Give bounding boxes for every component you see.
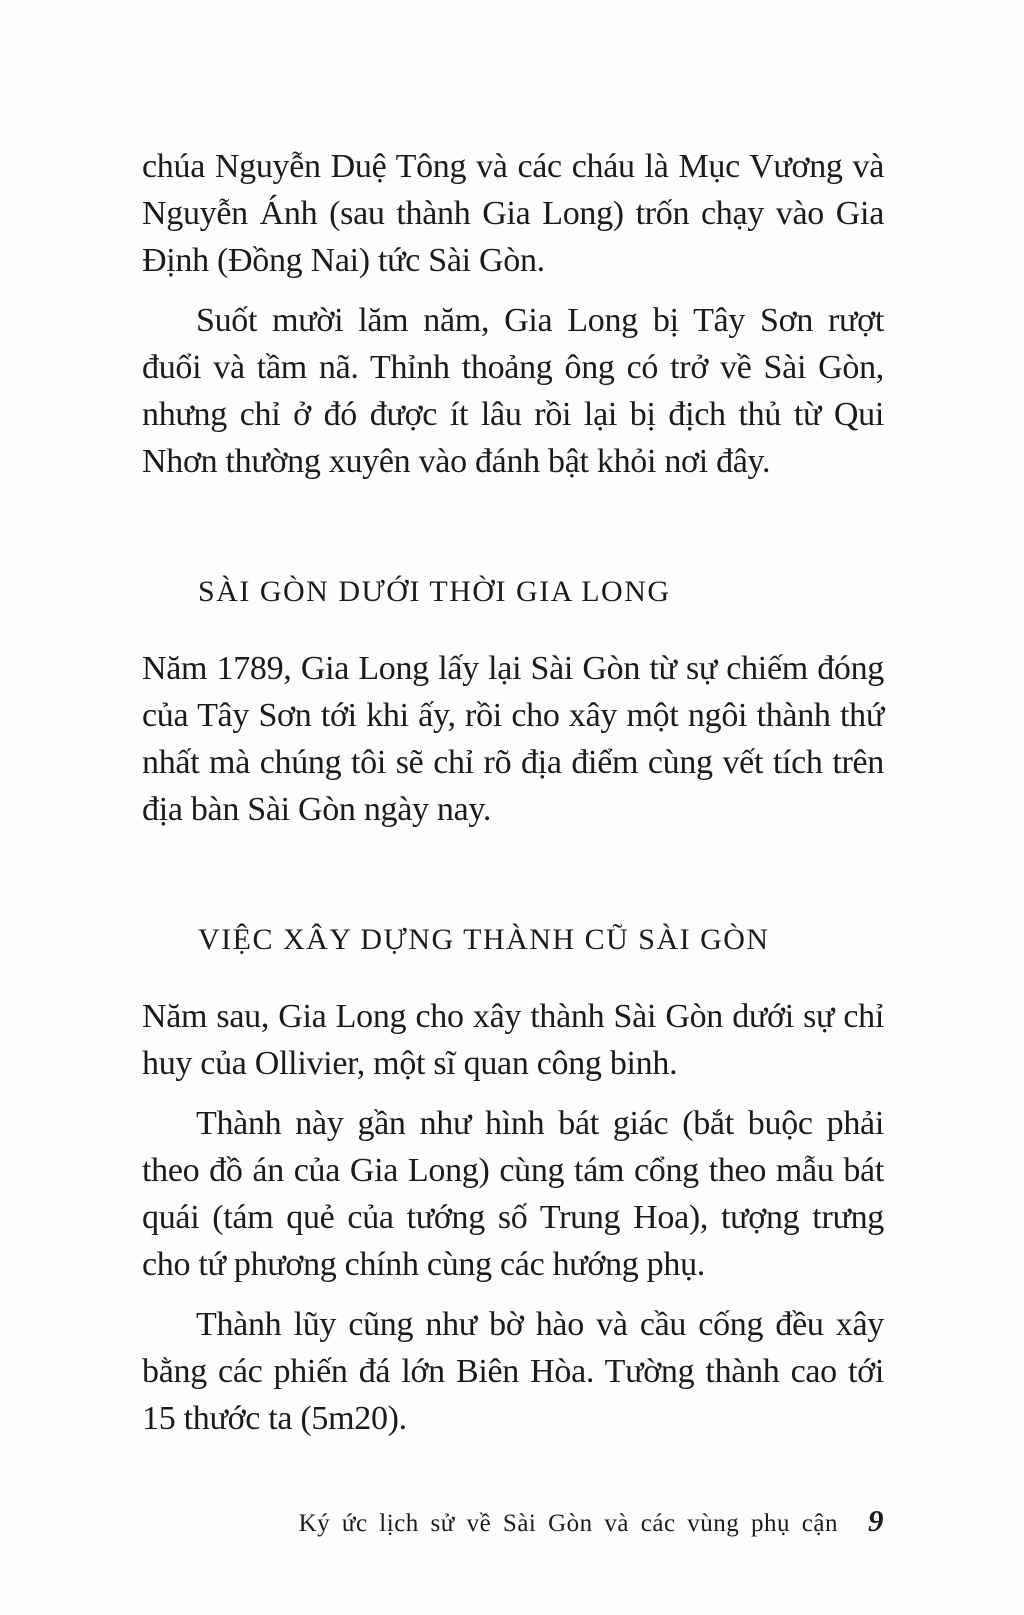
section2-paragraph-1: Năm sau, Gia Long cho xây thành Sài Gòn dưới sự chỉ huy của Ollivier, một sĩ quan công binh. <box>142 998 884 1082</box>
section2-paragraph-3: Thành lũy cũng như bờ hào và cầu cống đều xây bằng các phiến đá lớn Biên Hòa. Tường thành cao tới 15 thước ta (5m20). <box>142 1306 884 1437</box>
page-body <box>142 143 884 1455</box>
section-heading-gia-long: SÀI GÒN DƯỚI THỜI GIA LONG <box>198 575 671 608</box>
section-heading-xay-dung-thanh: VIỆC XÂY DỰNG THÀNH CŨ SÀI GÒN <box>198 923 770 956</box>
page-number: 9 <box>868 1503 884 1538</box>
intro-paragraph-1: chúa Nguyễn Duệ Tông và các cháu là Mục Vương và Nguyễn Ánh (sau thành Gia Long) trốn chạy vào Gia Định (Đồng Nai) tức Sài Gòn. <box>142 148 884 279</box>
section1-paragraph-1: Năm 1789, Gia Long lấy lại Sài Gòn từ sự chiếm đóng của Tây Sơn tới khi ấy, rồi cho xây một ngôi thành thứ nhất mà chúng tôi sẽ chỉ rõ địa điểm cùng vết tích trên địa bàn Sài Gòn ngày nay. <box>142 650 884 828</box>
running-title: Ký ức lịch sử về Sài Gòn và các vùng phụ cận <box>298 1510 838 1537</box>
page-footer <box>142 1501 884 1544</box>
intro-paragraph-2: Suốt mười lăm năm, Gia Long bị Tây Sơn rượt đuổi và tầm nã. Thỉnh thoảng ông có trở về Sài Gòn, nhưng chỉ ở đó được ít lâu rồi lại bị địch thủ từ Qui Nhơn thường xuyên vào đánh bật khỏi nơi đây. <box>142 302 884 480</box>
section2-paragraph-2: Thành này gần như hình bát giác (bắt buộc phải theo đồ án của Gia Long) cùng tám cổng theo mẫu bát quái (tám quẻ của tướng số Trung Hoa), tượng trưng cho tứ phương chính cùng các hướng phụ. <box>142 1105 884 1283</box>
